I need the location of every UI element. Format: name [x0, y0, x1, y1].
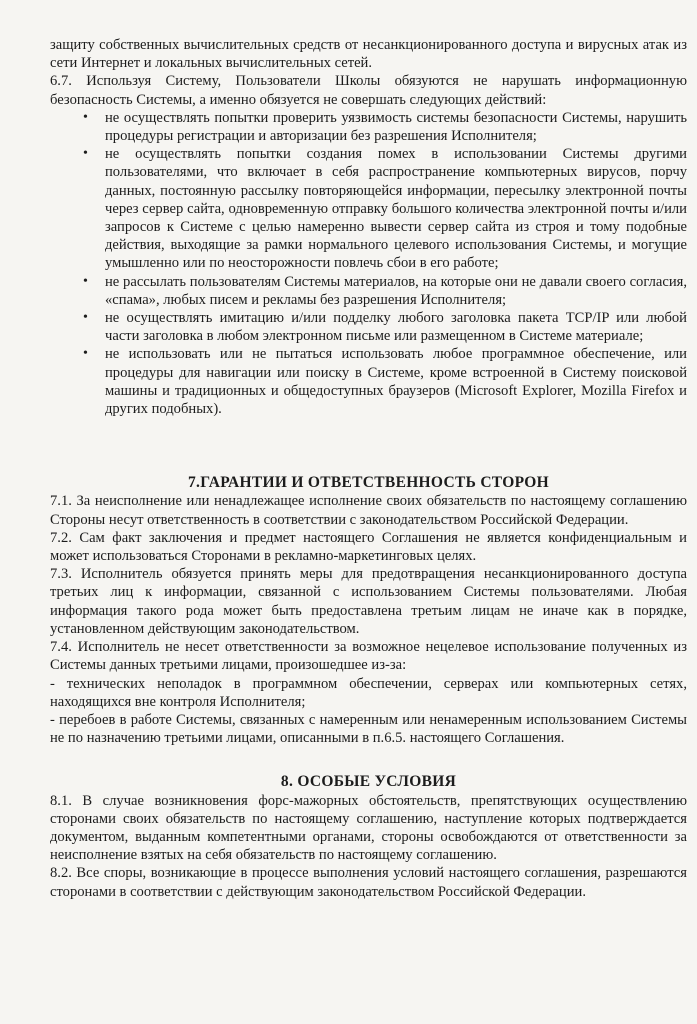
list-item — [50, 309, 687, 345]
list-item-text: не использовать или не пытаться использовать любое программное обеспечение, или процедуры для навигации или поиску в Системе, кроме встроенной в Систему поисковой машины и традиционных и общедоступных браузеров (Microsoft Explorer, Mozilla Firefox и других подобных). — [105, 346, 687, 418]
paragraph-8-1: 8.1. В случае возникновения форс-мажорных обстоятельств, препятствующих осуществлению сторонами своих обязательств по настоящему соглашению, наступление которых подтверждается документом, выданным компетентными органами, стороны освобождаются от ответственности за неисполнение взятых на себя обязательств по настоящему соглашению. — [50, 792, 687, 864]
paragraph-7-4-b: - перебоев в работе Системы, связанных с намеренным или ненамеренным использованием Системы не по назначению третьими лицами, описанными в п.6.5. настоящего Соглашения. — [50, 711, 687, 747]
paragraph-7-3: 7.3. Исполнитель обязуется принять меры для предотвращения несанкционированного доступа третьих лиц к информации, связанной с использованием Системы пользователями. Любая информация такого рода может быть предоставлена третьим лицам не иначе как в порядке, установленном действующим законодательством. — [50, 566, 687, 637]
section-8-title: 8. ОСОБЫЕ УСЛОВИЯ — [280, 773, 457, 791]
paragraph-6-7: 6.7. Используя Систему, Пользователи Школы обязуются не нарушать информационную безопасность Системы, а именно обязуется не совершать следующих действий: — [50, 73, 687, 108]
list-item-text: не осуществлять попытки проверить уязвимость системы безопасности Системы, нарушить процедуры регистрации и авторизации без разрешения Исполнителя; — [105, 109, 687, 145]
paragraph-7-4: 7.4. Исполнитель не несет ответственности за возможное нецелевое использование полученных из Системы данных третьими лицами, произошедшее из-за: — [50, 639, 687, 674]
list-item — [50, 145, 687, 272]
bullet-icon: • — [83, 109, 88, 125]
paragraph-intro: защиту собственных вычислительных средств от несанкционированного доступа и вирусных атак из сети Интернет и локальных вычислительных сетей. — [50, 37, 687, 72]
section-7-title: 7.ГАРАНТИИ И ОТВЕТСТВЕННОСТЬ СТОРОН — [188, 474, 549, 492]
paragraph-7-2: 7.2. Сам факт заключения и предмет настоящего Соглашения не является конфиденциальным и может использоваться Сторонами в рекламно-маркетинговых целях. — [50, 529, 687, 565]
list-item — [50, 273, 687, 309]
list-item-text: не рассылать пользователям Системы материалов, на которые они не давали своего согласия, «спама», любых писем и рекламы без разрешения Исполнителя; — [105, 273, 687, 308]
bullet-icon: • — [83, 346, 88, 362]
list-item — [50, 345, 687, 418]
paragraph-8-2: 8.2. Все споры, возникающие в процессе выполнения условий настоящего соглашения, разрешаются сторонами в соответствии с действующим законодательством Российской Федерации. — [50, 865, 687, 900]
list-item-text: не осуществлять имитацию и/или подделку любого заголовка пакета TCP/IP или любой части заголовка в любом электронном письме или размещенном в Системе материале; — [105, 310, 687, 345]
paragraph-7-1: 7.1. За неисполнение или ненадлежащее исполнение своих обязательств по настоящему соглашению Стороны несут ответственность в соответствии с законодательством Российской Федерации. — [50, 493, 687, 528]
bullet-icon: • — [83, 273, 88, 289]
bullet-icon: • — [83, 310, 88, 326]
prohibited-actions-list — [50, 109, 687, 418]
bullet-icon: • — [83, 146, 88, 162]
list-item-text: не осуществлять попытки создания помех в использовании Системы другими пользователями, что включает в себя распространение компьютерных вирусов, порчу данных, постоянную рассылку повторяющейся информации, пересылку электронной почты через сервер сайта, одновременную отправку большого количества электронной почты и/или запросов к Системе с целью намеренно вывести сервер сайта из строя и тому подобные действия, выходящие за рамки нормального целевого использования Системы, и могущие умышленно или по неосторожности повлечь сбои в его работе; — [105, 146, 687, 272]
paragraph-7-4-a: - технических неполадок в программном обеспечении, серверах или компьютерных сетях, находящихся вне контроля Исполнителя; — [50, 675, 687, 710]
list-item — [50, 109, 687, 145]
